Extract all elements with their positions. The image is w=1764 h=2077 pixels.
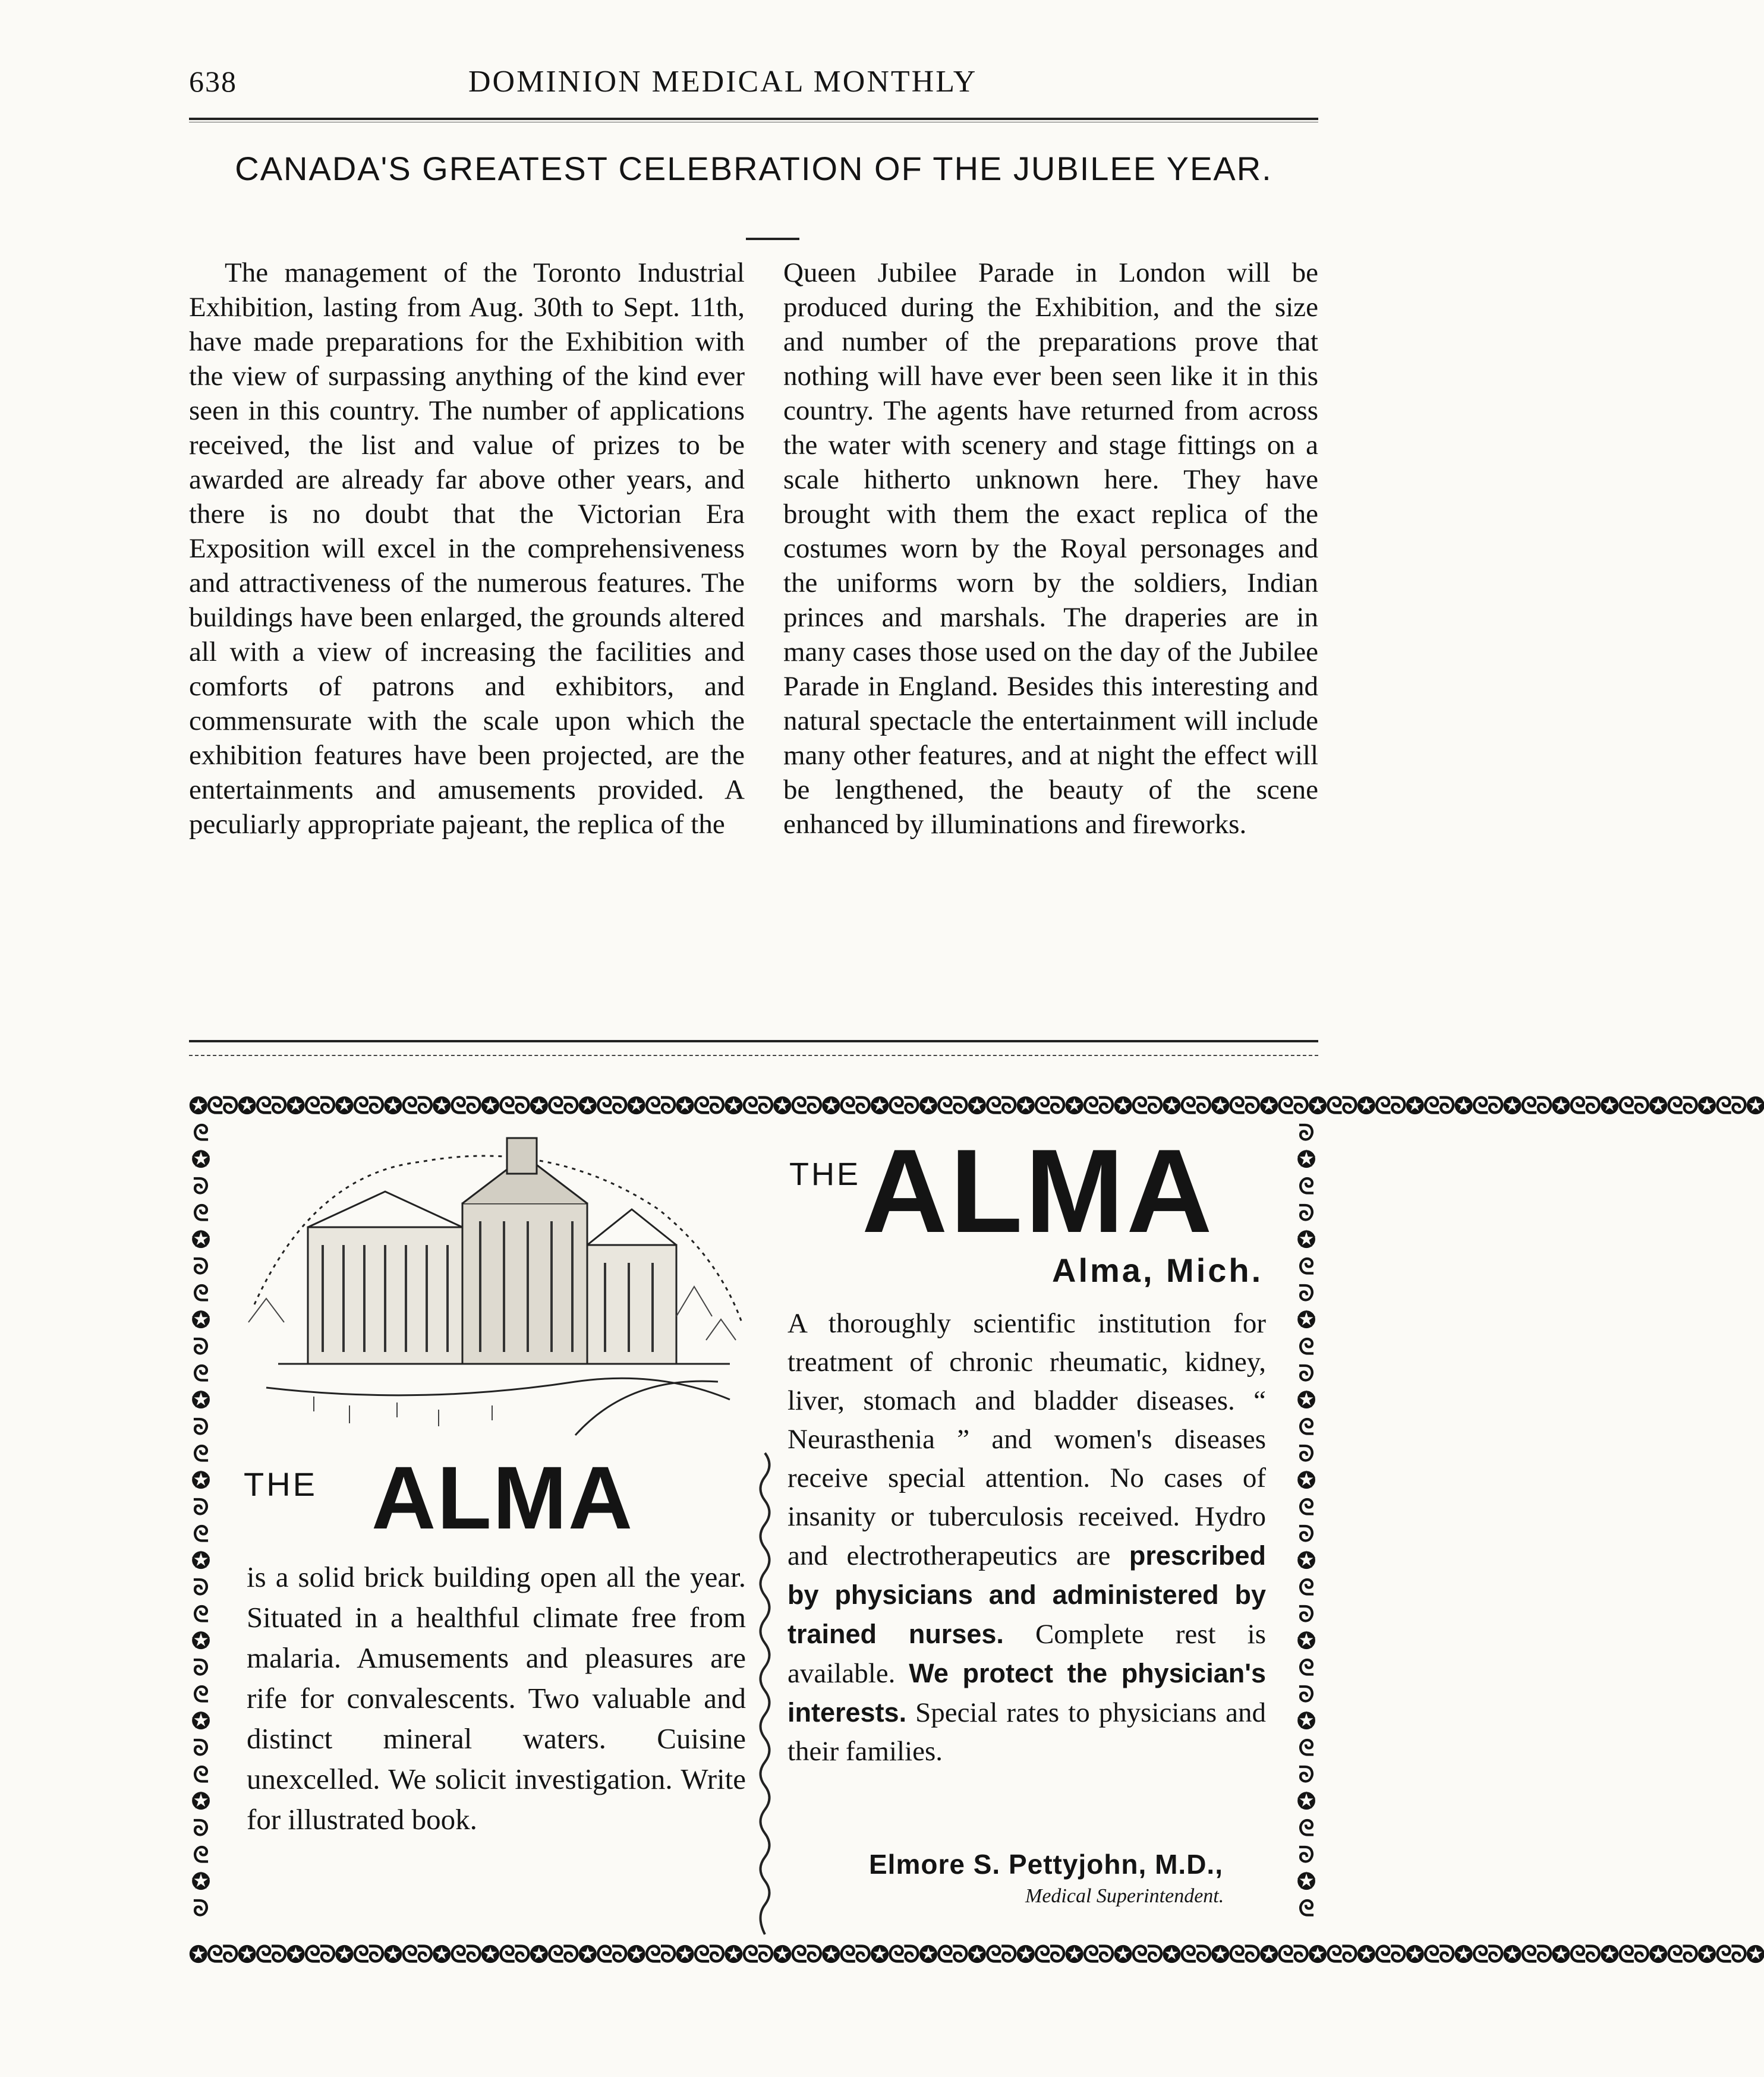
- running-head: [189, 64, 1318, 106]
- section-rule: [189, 1040, 1318, 1042]
- right-copy-bold1: prescribed by physicians and administered by trained nurses.: [788, 1540, 1266, 1649]
- right-brand-location: Alma, Mich.: [1052, 1252, 1264, 1289]
- ornament-border-left: ᘓ ✪ ᘐ ᘓ ✪ ᘐ ᘓ ✪ ᘐ ᘓ ✪ ᘐ ᘓ ✪ ᘐ ᘓ ✪ ᘐ ᘓ ✪ ᘐ ᘓ ✪ ᘐ ᘓ ✪ ᘐ ᘓ ✪ ᘐ: [191, 1121, 210, 1921]
- title-dash: [746, 238, 799, 240]
- signature-title: Medical Superintendent.: [1025, 1885, 1224, 1907]
- right-ad-copy: [788, 1304, 1266, 1771]
- right-brand-name: ALMA: [862, 1125, 1215, 1257]
- right-copy-part1: A thoroughly scientific institution for treatment of chronic rheumatic, kidney, liver, stomach and bladder diseases. “ Neurasthenia ” and women's diseases receive special attention. No cases of insanity or tuberculosis received. Hydro and electrotherapeutics are: [788, 1308, 1266, 1571]
- hotel-engraving-icon: [242, 1126, 748, 1459]
- ornament-border-top: ✪ᘓᘐ✪ᘓᘐ✪ᘓᘐ✪ᘓᘐ✪ᘓᘐ✪ᘓᘐ✪ᘓᘐ✪ᘓᘐ✪ᘓᘐ✪ᘓᘐ✪ᘓᘐ✪ᘓᘐ✪ᘓᘐ✪ᘓᘐ✪ᘓᘐ✪ᘓᘐ✪ᘓᘐ✪ᘓᘐ✪ᘓᘐ✪ᘓᘐ✪ᘓᘐ✪ᘓᘐ✪ᘓᘐ✪ᘓᘐ✪ᘓᘐ✪ᘓᘐ✪ᘓᘐ✪ᘓᘐ✪ᘓᘐ✪ᘓᘐ✪ᘓᘐ✪ᘓᘐ✪: [189, 1092, 1764, 1119]
- left-ad-copy: is a solid brick building open all the year. Situated in a healthful climate free from malaria. Amusements and pleasures are rife for convalescents. Two valuable and distinct mineral waters. Cuisine unexcelled. We solicit investigation. Write for illustrated book.: [247, 1561, 746, 1836]
- right-brand-prefix: THE: [789, 1156, 861, 1192]
- right-copy-part2: Complete rest is available.: [788, 1619, 1266, 1689]
- wavy-divider-icon: [753, 1453, 777, 1934]
- left-brand-name: ALMA: [371, 1448, 634, 1547]
- journal-title: DOMINION MEDICAL MONTHLY: [468, 65, 978, 99]
- header-rule: [189, 118, 1318, 122]
- left-brand-prefix: THE: [244, 1465, 317, 1503]
- section-rule-dashed: [189, 1055, 1318, 1056]
- article-title: CANADA'S GREATEST CELEBRATION OF THE JUBILEE YEAR.: [235, 150, 1272, 187]
- article-column-left: The management of the Toronto Industrial Exhibition, lasting from Aug. 30th to Sept. 11th, have made preparations for the Exhibition with the view of surpassing anything of the kind ever seen in this country. The number of applications received, the list and value of prizes to be awarded are already far above other years, and there is no doubt that the Victorian Era Exposition will excel in the comprehensiveness and attractiveness of the numerous features. The buildings have been enlarged, the grounds altered all with a view of increasing the facilities and comforts of patrons and exhibitors, and commensurate with the scale upon which the exhibition features have been projected, are the entertainments and amusements provided. A peculiarly appropriate pajeant, the replica of the: [189, 257, 745, 840]
- right-copy-bold2: We protect the physician's interests.: [788, 1658, 1266, 1728]
- ornament-border-right: ᘐ ✪ ᘓ ᘐ ✪ ᘓ ᘐ ✪ ᘓ ᘐ ✪ ᘓ ᘐ ✪ ᘓ ᘐ ✪ ᘓ ᘐ ✪ ᘓ ᘐ ✪ ᘓ ᘐ ✪ ᘓ ᘐ ✪ ᘓ: [1297, 1121, 1316, 1921]
- ornament-border-bottom: ✪ᘓᘐ✪ᘓᘐ✪ᘓᘐ✪ᘓᘐ✪ᘓᘐ✪ᘓᘐ✪ᘓᘐ✪ᘓᘐ✪ᘓᘐ✪ᘓᘐ✪ᘓᘐ✪ᘓᘐ✪ᘓᘐ✪ᘓᘐ✪ᘓᘐ✪ᘓᘐ✪ᘓᘐ✪ᘓᘐ✪ᘓᘐ✪ᘓᘐ✪ᘓᘐ✪ᘓᘐ✪ᘓᘐ✪ᘓᘐ✪ᘓᘐ✪ᘓᘐ✪ᘓᘐ✪ᘓᘐ✪ᘓᘐ✪ᘓᘐ✪ᘓᘐ✪ᘓᘐ✪: [189, 1941, 1764, 1968]
- article-column-right: Queen Jubilee Parade in London will be produced during the Exhibition, and the size and number of the preparations prove that nothing will have ever been seen like it in this country. The agents have returned from across the water with scenery and stage fittings on a scale hitherto unknown here. They have brought with them the exact replica of the costumes worn by the Royal personages and the uniforms worn by the soldiers, Indian princes and marshals. The draperies are in many cases those used on the day of the Jubilee Parade in England. Besides this interesting and natural spectacle the entertainment will include many other features, and at night the effect will be lengthened, the beauty of the scene enhanced by illuminations and fireworks.: [783, 257, 1318, 840]
- page-number: 638: [189, 65, 237, 98]
- left-ad-brand: [244, 1448, 749, 1547]
- signature: Elmore S. Pettyjohn, M.D.,: [869, 1849, 1223, 1880]
- right-copy-part3: Special rates to physicians and their families.: [788, 1697, 1266, 1767]
